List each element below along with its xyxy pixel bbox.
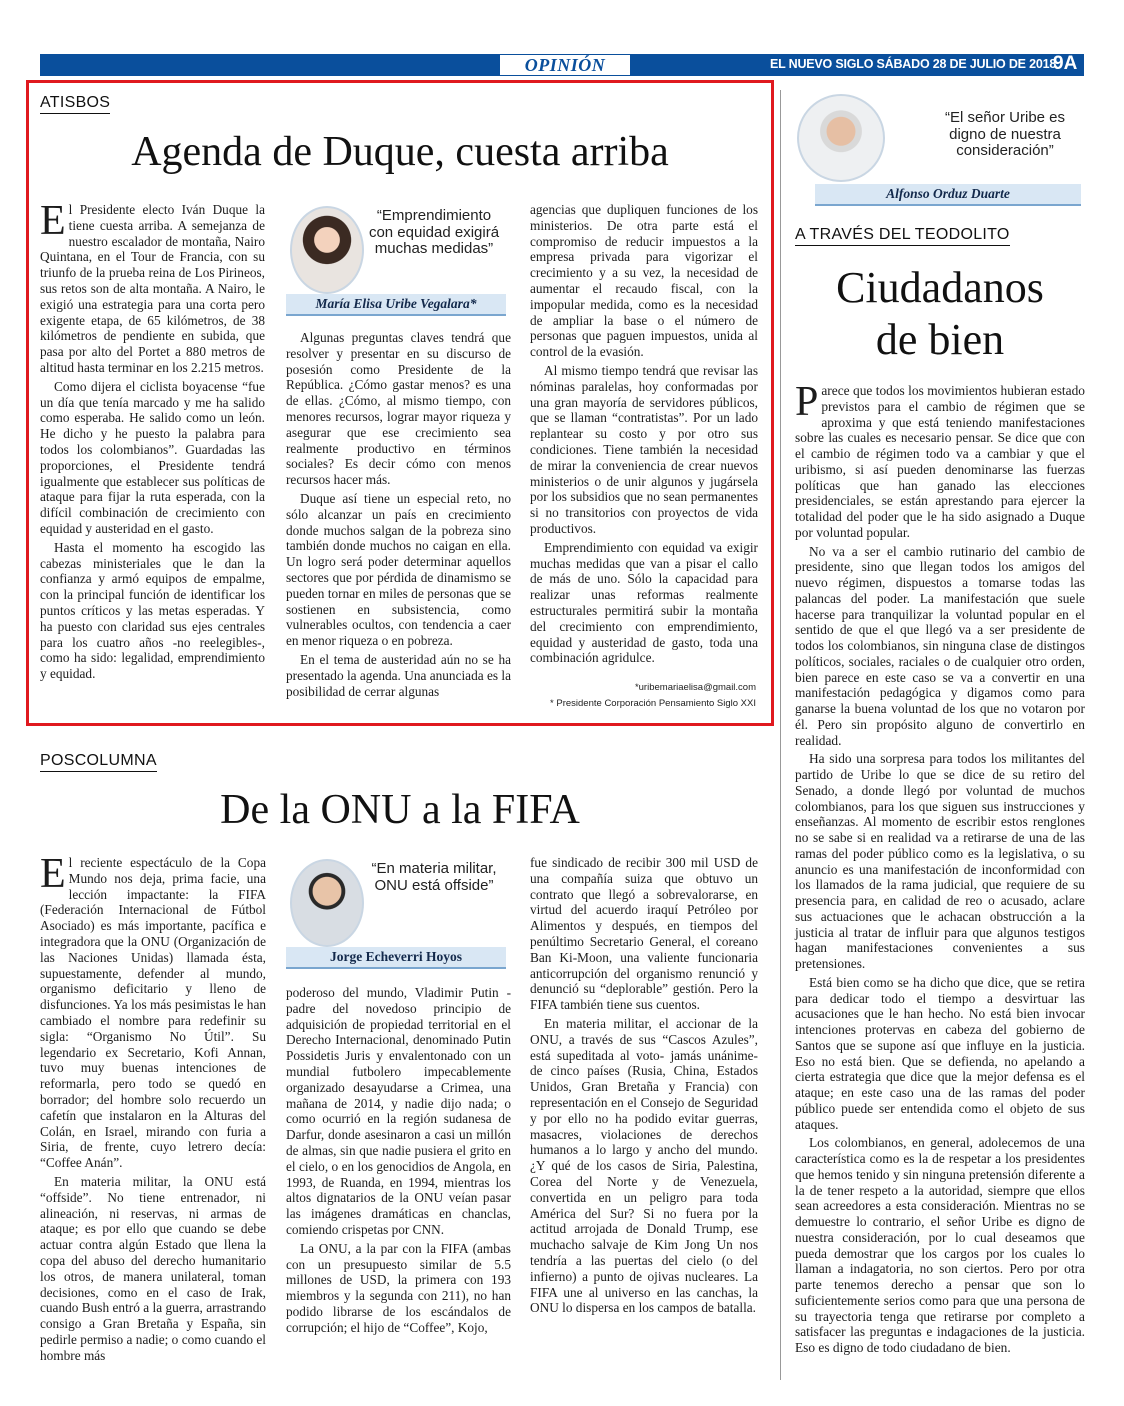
teodolito-body [795,379,1085,1355]
pull-quote: “En materia militar, ONU está offside” [371,860,497,894]
atisbos-paragraph: Como dijera el ciclista boyacense “fue un día que tenía marcado y me ha salido como esperaba. He salido como un león. He dicho y he puesto la palabra para todos los colombianos”. Guardadas las proporciones, el Presidente tendrá igualmente que establecer sus políticas de ataque para fijar la ruta esperada, con la difícil combinación de crecimiento con equidad y austeridad en el gasto. [40,378,265,536]
atisbos-column-3 [530,202,758,680]
teodolito-quote-box [795,90,1085,206]
poscolumna-column-2 [286,985,511,1375]
poscolumna-column-1 [40,851,266,1375]
atisbos-column-2 [286,330,511,712]
atisbos-quote-box [286,202,506,320]
poscolumna-headline: De la ONU a la FIFA [220,787,580,833]
author-name: Alfonso Orduz Duarte [815,184,1081,206]
author-name: María Elisa Uribe Vegalara* [286,294,506,316]
teodolito-paragraph: Ha sido una sorpresa para todos los militantes del partido de Uribe lo que se dice de su retiro del Senado, a donde llegó por voluntad de muchos colombianos, para los que siguen sus instrucciones y enseñanzas. Al momento de escribir estos renglones no se sabe si en realidad va a retirarse de una de las ramas del poder público como es la legislativa, o su anuncio es una manifestación de inconformidad con los llamados de la rama judicial, que requiere de su presencia para, en calidad de reo o acusado, aclare sus actuaciones que le achacan obstrucción a la justicia al tratar de influir para que algunos testigos hagan manifestaciones convenientes a sus pretensiones. [795,751,1085,971]
author-email: *uribemariaelisa@gmail.com [634,682,756,693]
pull-quote: “Emprendimiento con equidad exigirá muchas medidas” [368,207,500,257]
poscolumna-paragraph: En materia militar, el accionar de la ONU, a través de sus “Cascos Azules”, está supeditada al voto- jamás unánime- de cinco países (Rusia, China, Estados Unidos, Gran Bretaña y Francia) con representación en el Consejo de Seguridad y por ello no ha podido evitar guerras, masacres, violaciones de derechos humanos a lo largo y ancho del mundo. ¿Y qué de los casos de Siria, Palestina, Corea del Norte y de Venezuela, convertida en un peligro para toda América del Sur? Si no fuera por la actitud arrojada de Donald Trump, ese muchacho salvaje de Kim Jong Un nos tendría a las puertas del cielo (o del infierno) a punto de ojivas nucleares. La FIFA une al universo en las canchas, la ONU lo dispersa en los campos de batalla. [530,1015,758,1316]
column-divider [780,90,781,1380]
poscolumna-paragraph: El reciente espectáculo de la Copa Mundo nos deja, prima facie, una lección impactante: la FIFA (Federación Internacional de Fútbol Asociado) es más importante, pacífica e integradora que la ONU (Organización de las Naciones Unidas) llamada ésta, supuestamente, defender al mundo, organismo deficitario y lleno de disfunciones. Ya los más pesimistas le han cambiado el nombre para redefinir su sigla: “Organismo No Útil”. Su legendario ex Secretario, Kofi Annan, tuvo muy buenas intenciones de reformarla, pero todo se quedó en borrador; del hombre solo recuerdo un cafetín que instalaron en la Alturas del Colán, en Israel, mirando con furia a Siria, de frente, cuyo letrero decía: “Coffee Anán”. [40,851,266,1171]
teodolito-headline [795,262,1085,366]
atisbos-paragraph: Algunas preguntas claves tendrá que resolver y presentar en su discurso de posesión como Presidente de la República. ¿Cómo gastar menos? es una de ellas. ¿Cómo, al mismo tiempo, con menores recursos, lograr mayor riqueza y asegurar que ese crecimiento sea realmente productivo en términos sociales? Es decir cómo con menos recursos hacer más. [286,330,511,488]
pull-quote: “El señor Uribe es digno de nuestra consideración” [944,109,1066,159]
section-title: OPINIÓN [500,55,630,75]
poscolumna-paragraph: La ONU, a la par con la FIFA (ambas con un presupuesto similar de 5.5 millones de USD, la primera con 193 miembros y la segunda con 211), no han podido librarse de los escándalos de corrupción; el hijo de “Coffee”, Kojo, [286,1240,511,1335]
poscolumna-column-3 [530,855,758,1375]
headline-line: Ciudadanos [836,263,1044,312]
atisbos-paragraph: Hasta el momento ha escogido las cabezas ministeriales que le dan la confianza y armó equipos de empalme, con la principal función de identificar los puntos críticos y las metas esperadas. Y ha puesto con claridad sus ejes centrales para los cuatro años -no reelegibles-, como ha sido: legalidad, emprendimiento y equidad. [40,539,265,682]
atisbos-paragraph: En el tema de austeridad aún no se ha presentado la agenda. Una anunciada es la posibilidad de cerrar algunas [286,651,511,699]
atisbos-paragraph: El Presidente electo Iván Duque la tiene cuesta arriba. A semejanza de nuestro escalador de montaña, Nairo Quintana, en el Tour de Francia, con su triunfo de la prueba reina de Los Pirineos, sus retos son de alta montaña. A Nairo, le exigió una estrategia para una corta pero exigente etapa, de 65 kilómetros, de 38 kilómetros de pendiente en subida, que pasa por alto del Portet a 880 metros de altitud hasta terminar en los 2.215 metros. [40,198,265,375]
masthead-date: EL NUEVO SIGLO SÁBADO 28 DE JULIO DE 2018 [770,57,1057,71]
author-credit: * Presidente Corporación Pensamiento Siglo XXI [550,698,756,709]
poscolumna-quote-box [286,855,506,973]
teodolito-paragraph: Los colombianos, en general, adolecemos de una característica como es la de respetar a los presidentes que hemos tenido y sin ninguna pretensión diferente a la de tener respeto a la autoridad, siempre que ellos sean acreedores a esta consideración. Mientras no se demuestre lo contrario, el señor Uribe es digno de nuestra consideración, por lo cual deseamos que pueda demostrar que los cargos por los cuales lo llaman a indagatoria, no son ciertos. Pero por otra parte tenemos derecho a pensar que son lo suficientemente serios como para que una persona de su trayectoria tenga que retirarse por completo a satisfacer las preguntas e indagaciones de la justicia. Eso es digno de todo ciudadano de bien. [795,1135,1085,1355]
poscolumna-kicker: POSCOLUMNA [40,752,157,772]
author-photo [290,859,364,947]
author-name: Jorge Echeverri Hoyos [286,947,506,969]
atisbos-headline: Agenda de Duque, cuesta arriba [131,129,669,175]
poscolumna-paragraph: En materia militar, la ONU está “offside”. No tiene entrenador, ni alineación, ni reservas, ni armas de ataque; es por ello que cuando se debe actuar contra algún Estado que llena la copa del abuso del derecho humanitario los otros, de manera unilateral, toman decisiones, como en el caso de Irak, cuando Bush entró a la guerra, arrastrando consigo a Gran Bretaña y España, sin pedirle permiso a nadie; o como cuando el hombre más [40,1173,266,1363]
teodolito-kicker: A TRAVÉS DEL TEODOLITO [795,226,1010,246]
author-photo [290,206,364,294]
author-photo [797,94,885,182]
teodolito-paragraph: Parece que todos los movimientos hubieran estado previstos para el cambio de régimen que se aproxima y que está teniendo manifestaciones sobre las cuales es necesario pensar. Se dice que con el cambio de régimen todo va a cambiar y que el uribismo, si así pueden denominarse las fuerzas políticas que han ganado las elecciones presidenciales, se están aprestando para ejercer la totalidad del poder que le ha sido asignado a Duque por voluntad popular. [795,379,1085,540]
page-number: 9A [1053,53,1078,74]
atisbos-paragraph: Al mismo tiempo tendrá que revisar las nóminas paralelas, hoy conformadas por una gran mayoría de servidores públicos, que se llaman “contratistas”. Por un lado replantear su costo y por otro sus condiciones. Tiene también la necesidad de mirar la conveniencia de crear nuevos ministerios o de unir algunos y jugársela por los subsidios que no sean permanentes si no transitorios con proyectos de vida productivos. [530,362,758,536]
atisbos-paragraph: agencias que dupliquen funciones de los ministerios. De otra parte está el compromiso de reducir impuestos a la empresa privada para vigorizar el crecimiento y a su vez, la necesidad de aumentar el recaudo fiscal, con la impopular medida, como es la necesidad de ampliar la base o el número de personas que paguen impuestos, unida al control de la evasión. [530,202,758,360]
atisbos-kicker: ATISBOS [40,94,110,114]
headline-line: de bien [875,315,1005,364]
teodolito-paragraph: No va a ser el cambio rutinario del cambio de presidente, sino que llegan todos los amigos del nuevo régimen, dispuestos a tomarse todas las palancas del poder. La manifestación que suele hacerse para tranquilizar la voluntad popular en el sentido de que el que llegó va a ser presidente de todos los colombianos, sin ninguna clase de distingos políticos, sociales, raciales o de cualquier otro orden, bien parece en este caso se va a convertir en una manifestación pedagógica y digamos como para ganarse la buena voluntad de los que no votaron por él. Pero sin propósito alguno de convertirlo en realidad. [795,543,1085,748]
atisbos-column-1 [40,198,265,712]
poscolumna-paragraph: fue sindicado de recibir 300 mil USD de una compañía suiza que obtuvo un contrato que llegó a sobrevalorarse, en virtud del acuerdo iraquí Petróleo por Alimentos y después, en tiempos del penúltimo Secretario General, el coreano Ban Ki-Moon, una valiente funcionaria anticorrupción del organismo renunció y denunció su “deplorable” gestión. Pero la FIFA también tiene sus cuentos. [530,855,758,1013]
atisbos-paragraph: Duque así tiene un especial reto, no sólo alcanzar un país en crecimiento donde muchos salgan de la pobreza sino también donde muchos no caigan en ella. Un logro será poder determinar aquellos sectores que por pérdida de dinamismo se pueden tornar en miles de personas que se sostienen en subsistencia, como vulnerables ocultos, con tendencia a caer en menor riqueza o en pobreza. [286,490,511,649]
atisbos-paragraph: Emprendimiento con equidad va exigir muchas medidas que van a pisar el callo de más de uno. Sólo la capacidad para realizar unas reformas realmente estructurales permitirá subir la montaña del crecimiento con emprendimiento, equidad y austeridad de gasto, toda una combinación agridulce. [530,539,758,666]
poscolumna-paragraph: poderoso del mundo, Vladimir Putin -padre del novedoso principio de adquisición de propiedad territorial en el Derecho Internacional, denominado Putin Possidetis Juris y envalentonado con un mundial futbolero impecablemente organizado desayudarse a Crimea, una mañana de 2014, y nadie dijo nada; o como ocurrió en la región sudanesa de Darfur, donde asesinaron a casi un millón de almas, sin que nadie pusiera el grito en el cielo, o en los genocidios de Angola, en 1993, de Ruanda, en 1994, mientras los altos dignatarios de la ONU veían pasar las imágenes dramáticas en chanclas, comiendo crispetas por CNN. [286,985,511,1237]
teodolito-paragraph: Está bien como se ha dicho que dice, que se retira para dedicar todo el tiempo a desvirtuar las acusaciones que le han hecho. No está bien invocar intenciones protervas en cabeza del gobierno de Santos que se supone así que influye en la justicia. Eso no está bien. Que se defienda, no apelando a cierta estrategia que dice que la mejor defensa es el ataque; en este caso una de las ramas del poder público puede ser entendida como el objeto de sus ataques. [795,974,1085,1132]
